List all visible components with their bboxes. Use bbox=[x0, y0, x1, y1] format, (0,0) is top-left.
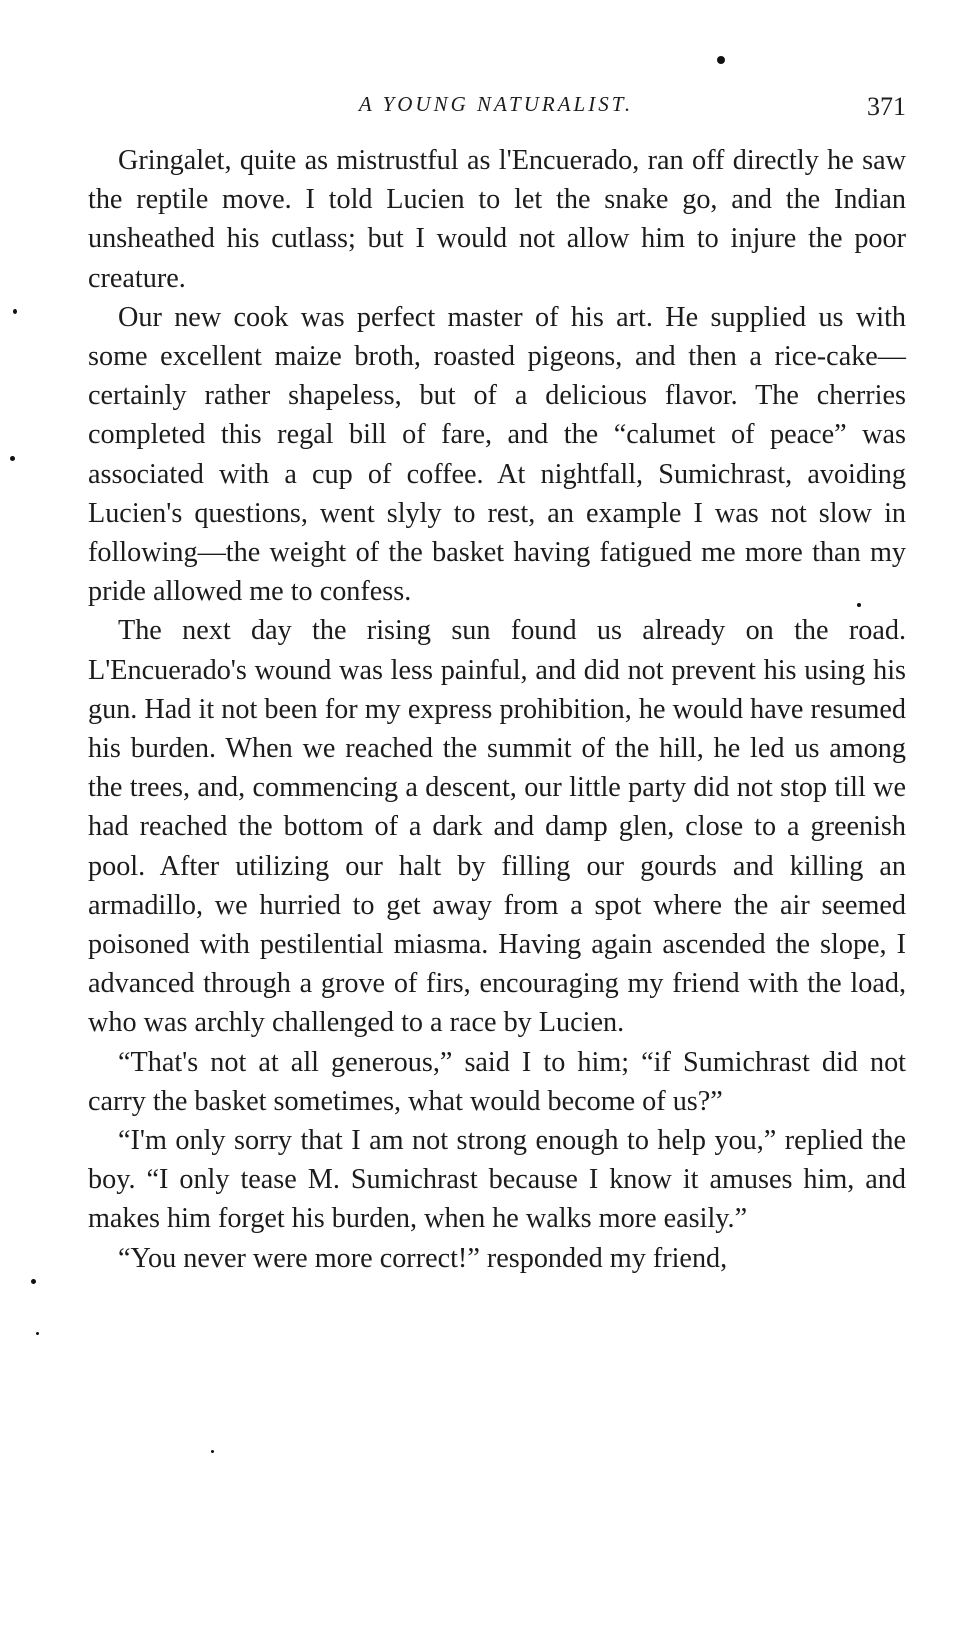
page-number: 371 bbox=[867, 92, 906, 121]
ink-speck bbox=[36, 1332, 39, 1335]
page-header bbox=[86, 92, 906, 132]
ink-speck bbox=[857, 603, 861, 607]
paragraph: The next day the rising sun found us already on the road. L'Encuerado's wound was less painful, and did not prevent his using his gun. Had it not been for my express prohibition, he would have resumed his burden. When we reached the summit of the hill, he led us among the trees, and, commencing a descent, our little party did not stop till we had reached the bottom of a dark and damp glen, close to a greenish pool. After utilizing our halt by filling our gourds and killing an armadillo, we hurried to get away from a spot where the air seemed poisoned with pestilential miasma. Having again ascended the slope, I advanced through a grove of firs, encouraging my friend with the load, who was archly challenged to a race by Lucien. bbox=[88, 615, 906, 1039]
paragraph: Our new cook was perfect master of his art. He supplied us with some excellent maize broth, roasted pigeons, and then a rice-cake—certainly rather shapeless, but of a delicious flavor. The cherries completed this regal bill of fare, and the “calumet of peace” was associated with a cup of coffee. At nightfall, Sumichrast, avoiding Lucien's questions, went slyly to rest, an example I was not slow in following—the weight of the basket having fatigued me more than my pride allowed me to confess. bbox=[88, 301, 906, 608]
ink-speck bbox=[31, 1279, 36, 1284]
body-text bbox=[88, 141, 906, 1278]
ink-speck bbox=[211, 1450, 214, 1453]
paragraph: “You never were more correct!” responded my friend, bbox=[118, 1242, 728, 1274]
ink-speck bbox=[717, 56, 725, 64]
ink-speck bbox=[10, 456, 15, 461]
paragraph: “I'm only sorry that I am not strong enough to help you,” replied the boy. “I only tease M. Sumichrast because I know it amuses him, and makes him forget his burden, when he walks more easily.” bbox=[88, 1125, 906, 1235]
paragraph: Gringalet, quite as mistrustful as l'Encuerado, ran off directly he saw the reptile move. I told Lucien to let the snake go, and the Indian unsheathed his cutlass; but I would not allow him to injure the poor creature. bbox=[88, 145, 906, 294]
running-title: A YOUNG NATURALIST. bbox=[358, 92, 634, 116]
paragraph: “That's not at all generous,” said I to him; “if Sumichrast did not carry the basket sometimes, what would become of us?” bbox=[88, 1046, 906, 1117]
ink-speck bbox=[13, 309, 17, 314]
